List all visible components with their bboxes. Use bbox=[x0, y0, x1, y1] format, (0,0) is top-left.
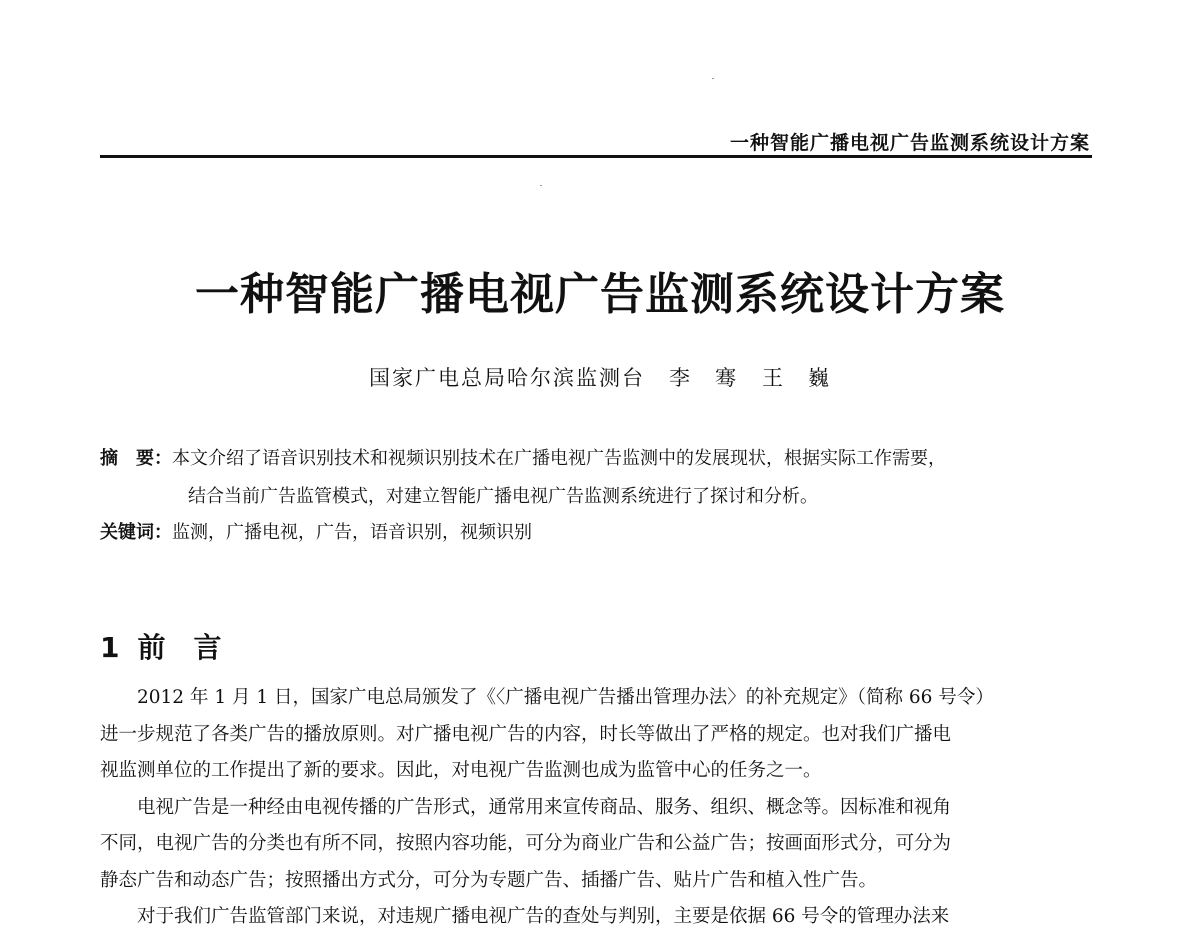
running-head: 一种智能广播电视广告监测系统设计方案 bbox=[729, 132, 1090, 154]
section-title: 前 言 bbox=[137, 631, 222, 664]
text-line: 不同，电视广告的分类也有所不同，按照内容功能，可分为商业广告和公益广告；按画面形式分，可分为 bbox=[100, 833, 952, 854]
keywords-label: 关键词： bbox=[100, 522, 172, 543]
text-line: 对于我们广告监管部门来说，对违规广播电视广告的查处与判别，主要是依据 66 号令的管理办法来 bbox=[137, 906, 950, 927]
abstract bbox=[100, 440, 1090, 516]
scan-speck bbox=[540, 185, 542, 186]
text-line: 电视广告是一种经由电视传播的广告形式，通常用来宣传商品、服务、组织、概念等。因标准和视角 bbox=[137, 796, 952, 818]
author-name: 王 巍 bbox=[762, 366, 831, 390]
scan-speck bbox=[712, 78, 714, 79]
affiliation: 国家广电总局哈尔滨监测台 bbox=[369, 366, 645, 390]
paper-title: 一种智能广播电视广告监测系统设计方案 bbox=[195, 269, 1005, 320]
abstract-text: 本文介绍了语音识别技术和视频识别技术在广播电视广告监测中的发展现状，根据实际工作需要， bbox=[172, 448, 946, 469]
author-line bbox=[0, 362, 1200, 392]
text-line: 视监测单位的工作提出了新的要求。因此，对电视广告监测也成为监管中心的任务之一。 bbox=[100, 760, 822, 781]
header-rule bbox=[100, 155, 1092, 158]
paragraph bbox=[100, 899, 1090, 936]
text-line: 2012 年 1 月 1 日，国家广电总局颁发了《〈广播电视广告播出管理办法〉的补充规定》（简称 66 号令） bbox=[137, 687, 994, 708]
section-number: 1 bbox=[100, 631, 120, 664]
text-line: 静态广告和动态广告；按照播出方式分，可分为专题广告、插播广告、贴片广告和植入性广告。 bbox=[100, 869, 878, 891]
body-text bbox=[100, 680, 1090, 936]
paragraph bbox=[100, 680, 1090, 790]
text-line: 进一步规范了各类广告的播放原则。对广播电视广告的内容，时长等做出了严格的规定。也对我们广播电 bbox=[100, 723, 952, 745]
abstract-line: 结合当前广告监管模式，对建立智能广播电视广告监测系统进行了探讨和分析。 bbox=[188, 486, 818, 507]
author-name: 李 骞 bbox=[669, 366, 738, 390]
keywords-text: 监测，广播电视，广告，语音识别，视频识别 bbox=[172, 522, 532, 543]
section-heading bbox=[100, 626, 222, 666]
keywords bbox=[100, 518, 532, 544]
abstract-label: 摘 要： bbox=[100, 448, 172, 469]
paragraph bbox=[100, 790, 1090, 900]
abstract-line bbox=[100, 440, 1090, 478]
